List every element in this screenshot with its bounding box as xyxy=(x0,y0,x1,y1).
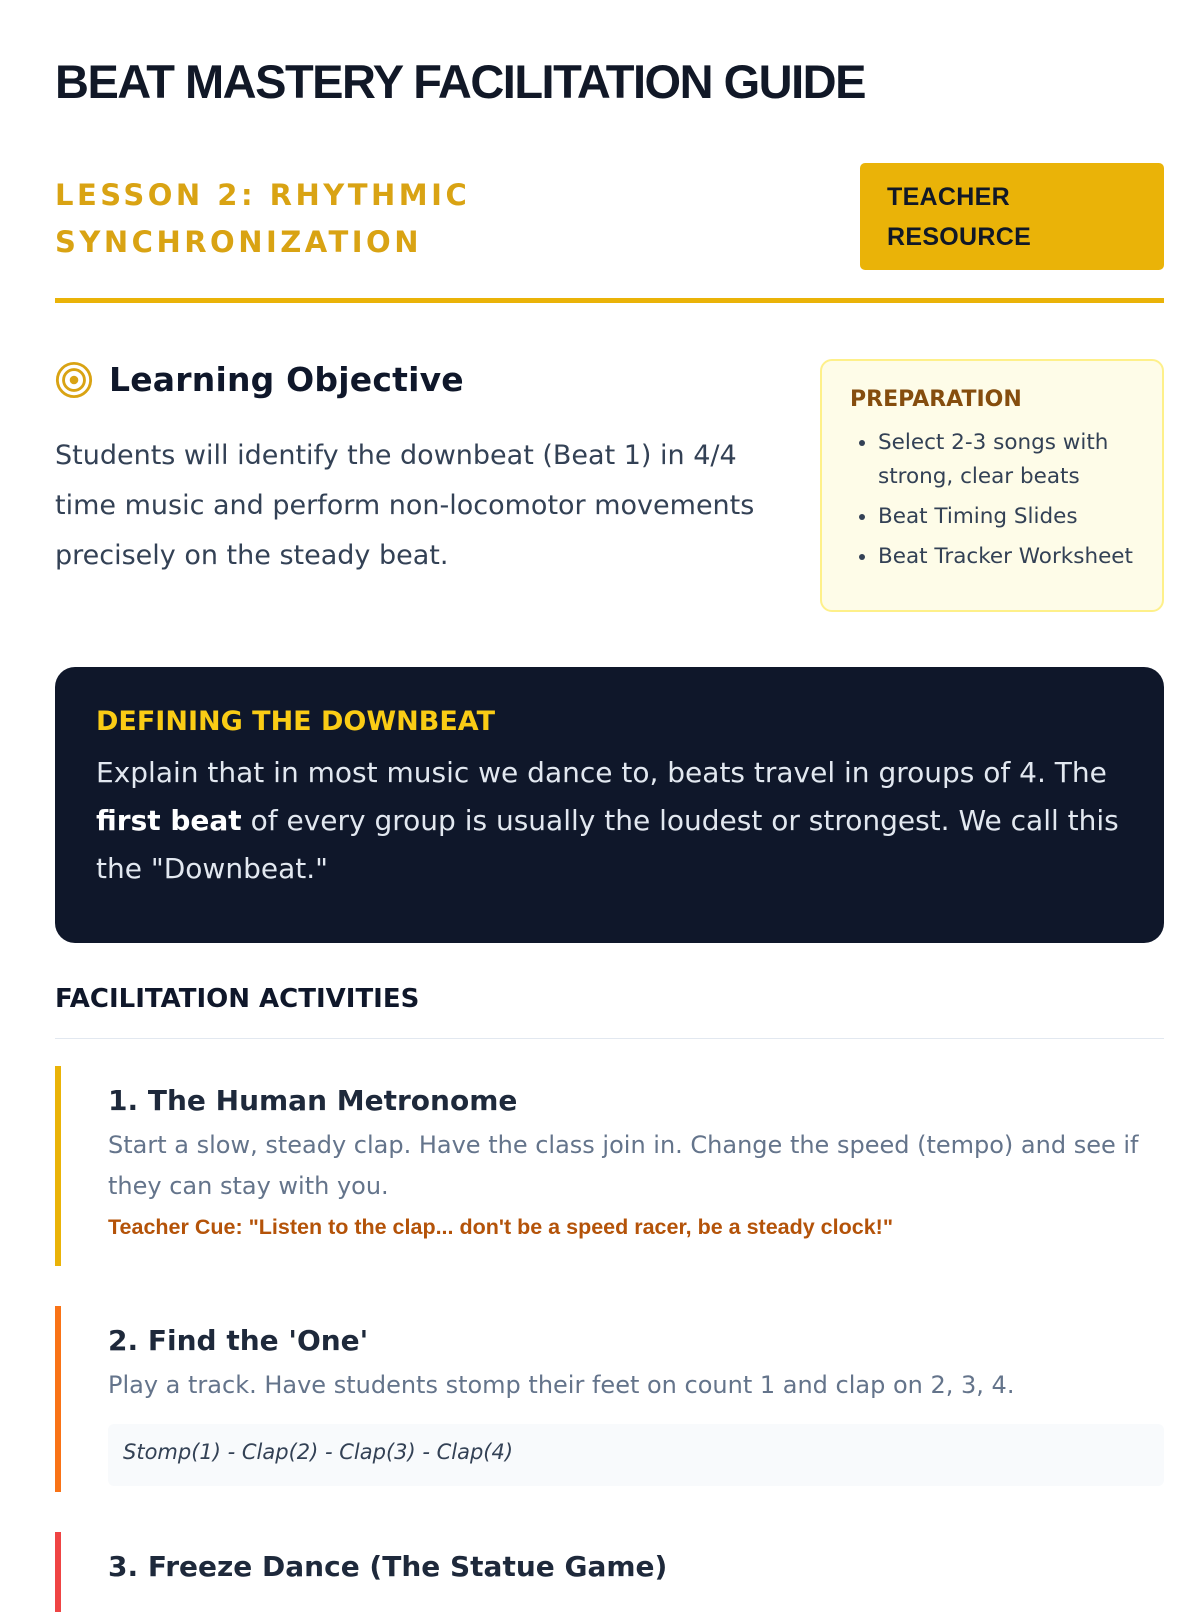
preparation-item: • Beat Tracker Worksheet xyxy=(878,540,1142,574)
definition-text-end: of every group is usually the loudest or strongest. We call this the "Downbeat." xyxy=(96,804,1119,885)
preparation-title: PREPARATION xyxy=(850,387,1022,412)
objective-heading xyxy=(55,360,464,399)
activities-divider xyxy=(55,1038,1164,1039)
preparation-box xyxy=(820,359,1164,612)
objective-title: Learning Objective xyxy=(109,360,464,399)
activity-find-the-one xyxy=(55,1306,1164,1492)
activity-title: 2. Find the 'One' xyxy=(108,1324,369,1357)
preparation-item: • Beat Timing Slides xyxy=(878,500,1142,534)
objective-text: Students will identify the downbeat (Beat 1) in 4/4 time music and perform non-locomotor movements precisely on the steady beat. xyxy=(55,440,755,571)
activity-title: 3. Freeze Dance (The Statue Game) xyxy=(108,1550,668,1583)
teacher-resource-badge: TEACHER RESOURCE xyxy=(860,163,1164,270)
activities-heading: FACILITATION ACTIVITIES xyxy=(55,984,420,1014)
header-divider xyxy=(55,298,1164,303)
activity-title: 1. The Human Metronome xyxy=(108,1084,518,1117)
rhythm-pattern: Stomp(1) - Clap(2) - Clap(3) - Clap(4) xyxy=(108,1424,1164,1486)
lesson-subtitle: LESSON 2: RHYTHMIC SYNCHRONIZATION xyxy=(55,178,471,259)
activity-freeze-dance xyxy=(55,1532,1164,1612)
definition-text xyxy=(96,749,1123,893)
activity-human-metronome xyxy=(55,1066,1164,1266)
activity-description: Start a slow, steady clap. Have the class join in. Change the speed (tempo) and see if they can stay with you. xyxy=(108,1131,1139,1200)
downbeat-definition-card xyxy=(55,667,1164,943)
activity-description: Play a track. Have students stomp their feet on count 1 and clap on 2, 3, 4. xyxy=(108,1371,1015,1399)
definition-title: DEFINING THE DOWNBEAT xyxy=(96,706,495,737)
target-icon xyxy=(55,361,93,399)
definition-emphasis: first beat xyxy=(96,804,242,837)
preparation-item: • Select 2-3 songs with strong, clear beats xyxy=(878,426,1142,494)
page-title: BEAT MASTERY FACILITATION GUIDE xyxy=(55,55,865,108)
preparation-list xyxy=(850,426,1142,574)
definition-text-start: Explain that in most music we dance to, beats travel in groups of 4. The xyxy=(96,756,1107,789)
teacher-cue: Teacher Cue: "Listen to the clap... don't be a speed racer, be a steady clock!" xyxy=(108,1215,894,1239)
